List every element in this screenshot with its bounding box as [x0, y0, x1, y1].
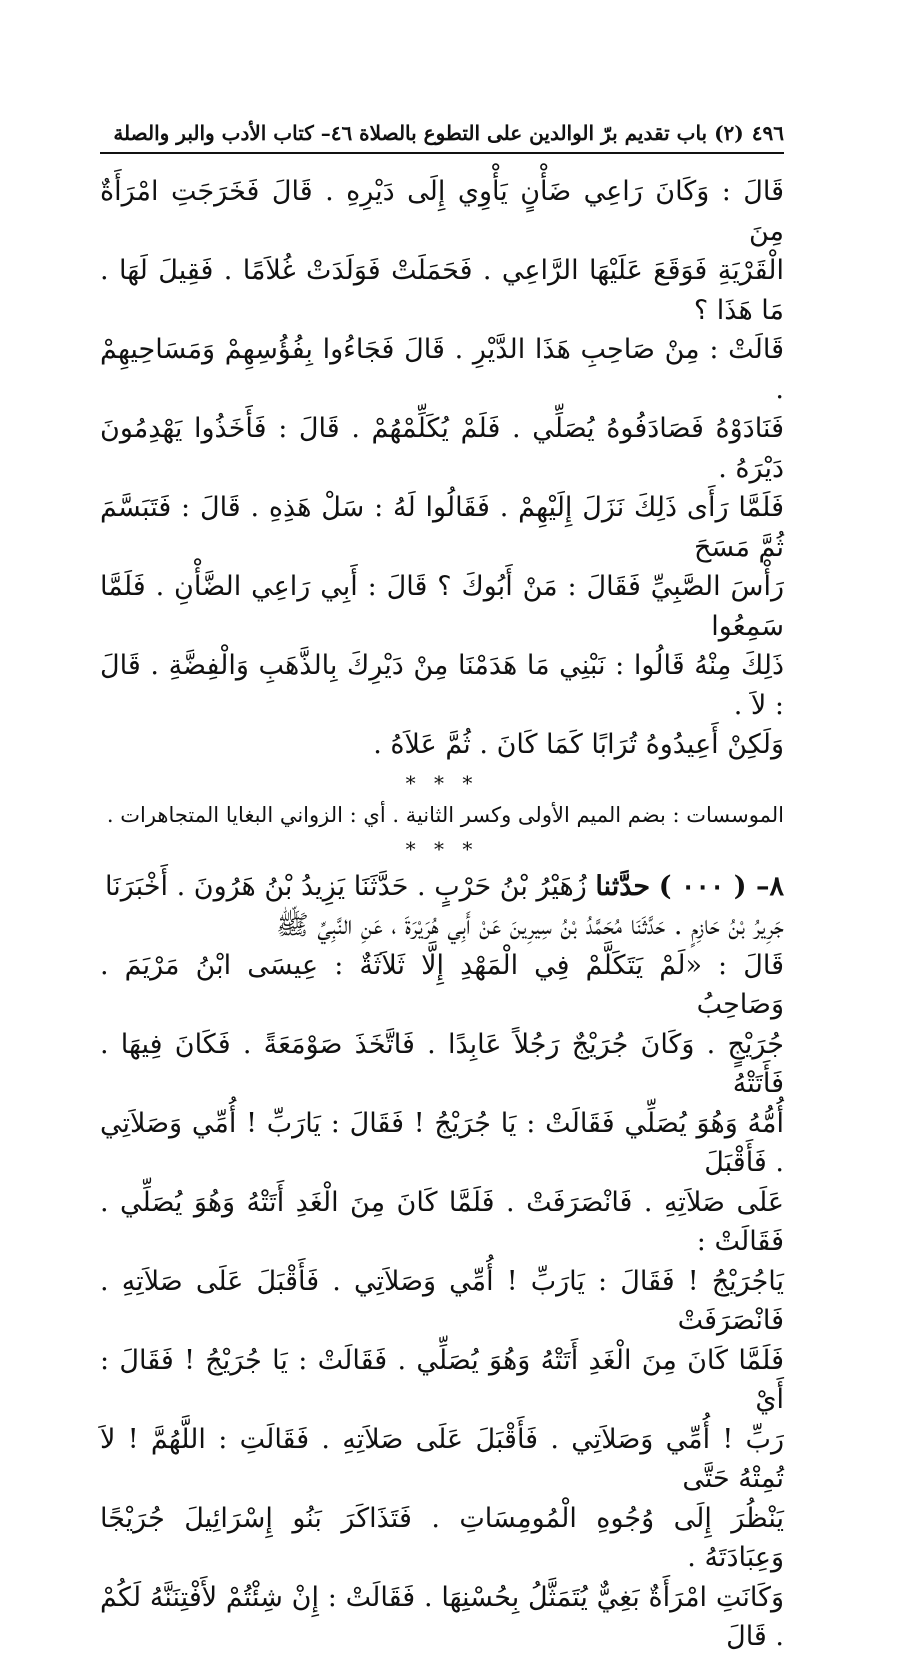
narration-chain: زُهَيْرُ بْنُ حَرْبٍ . حَدَّثَنَا يَزِيدُ بْنُ هَرُونَ . أَخْبَرَنَا — [105, 870, 587, 902]
text-line: ذَلِكَ مِنْهُ قَالُوا : نَبْنِي مَا هَدَمْنَا مِنْ دَيْرِكَ بِالذَّهَبِ وَالْفِضَّةِ . قَالَ : لاَ . — [100, 650, 784, 721]
section-separator: * * * — [405, 836, 479, 861]
hadith-number: ٨– ( ٠٠٠ ) — [658, 870, 784, 902]
text-line: أُمُّهُ وَهُوَ يُصَلِّي فَقَالَتْ : يَا جُرَيْجُ ! فَقَالَ : يَارَبِّ ! أُمِّي وَصَلاَتِي . فَأَقْبَلَ — [100, 1107, 784, 1178]
text-line: وَكَانَتِ امْرَأَةٌ بَغِيٌّ يُتَمَثَّلُ بِحُسْنِهَا . فَقَالَتْ : إِنْ شِئْتُمْ لأَفْتِنَنَّهُ لَكُمْ . قَالَ — [100, 1581, 784, 1652]
text-line: يَنْظُرَ إِلَى وُجُوهِ الْمُومِسَاتِ . فَتَذَاكَرَ بَنُو إِسْرَائِيلَ جُرَيْجًا وَعِبَادَتَهُ . — [100, 1502, 784, 1573]
chapter-title: (٢) باب تقديم برّ الوالدين على التطوع بالصلاة ٤٦– كتاب الأدب والبر والصلة — [113, 121, 744, 145]
text-line: عَلَى صَلاَتِهِ . فَانْصَرَفَتْ . فَلَمَّا كَانَ مِنَ الْغَدِ أَتَتْهُ وَهُوَ يُصَلِّي . فَقَالَتْ : — [100, 1186, 784, 1257]
text-line: فَلَمَّا كَانَ مِنَ الْغَدِ أَتَتْهُ وَهُوَ يُصَلِّي . فَقَالَتْ : يَا جُرَيْجُ ! فَقَالَ : أَيْ — [100, 1344, 784, 1415]
text-line: جُرَيْجٍ . وَكَانَ جُرَيْجٌ رَجُلاً عَابِدًا . فَاتَّخَذَ صَوْمَعَةً . فَكَانَ فِيهَا . فَأَتَتْهُ — [100, 1028, 784, 1099]
page-number-and-title — [113, 118, 784, 148]
narrative-text — [100, 172, 784, 765]
text-line: فَلَمَّا رَأَى ذَلِكَ نَزَلَ إِلَيْهِمْ . فَقَالُوا لَهُ : سَلْ هَذِهِ . قَالَ : فَتَبَسَّمَ ثُمَّ مَسَحَ — [100, 492, 784, 563]
text-line: قَالَتْ : مِنْ صَاحِبِ هَذَا الدَّيْرِ . قَالَ فَجَاءُوا بِفُؤُسِهِمْ وَمَسَاحِيهِمْ . — [100, 334, 784, 405]
text-line: يَاجُرَيْجُ ! فَقَالَ : يَارَبِّ ! أُمِّي وَصَلاَتِي . فَأَقْبَلَ عَلَى صَلاَتِهِ . فَانْصَرَفَتْ — [100, 1265, 784, 1336]
text-line: فَنَادَوْهُ فَصَادَفُوهُ يُصَلِّي . فَلَمْ يُكَلِّمْهُمْ . قَالَ : فَأَخَذُوا يَهْدِمُونَ دَيْرَهُ . — [100, 413, 784, 484]
text-line: رَأْسَ الصَّبِيِّ فَقَالَ : مَنْ أَبُوكَ ؟ قَالَ : أَبِي رَاعِي الضَّأْنِ . فَلَمَّا سَمِعُوا — [100, 571, 784, 642]
text-line: قَالَ : «لَمْ يَتَكَلَّمْ فِي الْمَهْدِ إِلَّا ثَلاَثَةٌ : عِيسَى ابْنُ مَرْيَمَ . وَصَاحِبُ — [100, 949, 784, 1020]
text-line: جَرِيرُ بْنُ حَازِمٍ . حَدَّثَنَا مُحَمَّدُ بْنُ سِيرِينَ عَنْ أَبِي هُرَيْرَةَ ، عَنِ النَّبِيِّ ﷺ — [276, 910, 784, 941]
narration-intro: حدَّثنا — [595, 870, 651, 902]
hadith-text — [100, 867, 784, 1657]
section-separator: * * * — [405, 770, 479, 795]
running-header — [100, 118, 784, 154]
footnote: الموسسات : بضم الميم الأولى وكسر الثانية . أي : الزواني البغايا المتجاهرات . — [106, 802, 784, 827]
text-line: رَبِّ ! أُمِّي وَصَلاَتِي . فَأَقْبَلَ عَلَى صَلاَتِهِ . فَقَالَتِ : اللَّهُمَّ ! لاَ تُمِتْهُ حَتَّى — [100, 1423, 784, 1494]
text-line: وَلَكِنْ أَعِيدُوهُ تُرَابًا كَمَا كَانَ . ثُمَّ عَلاَهُ . — [373, 729, 784, 760]
page-number: ٤٩٦ — [751, 121, 784, 145]
text-line: الْقَرْيَةِ فَوَقَعَ عَلَيْهَا الرَّاعِي . فَحَمَلَتْ فَوَلَدَتْ غُلاَمًا . فَقِيلَ لَهَا . مَا هَذَا ؟ — [100, 255, 784, 326]
document-page — [100, 118, 784, 1657]
text-line: قَالَ : وَكَانَ رَاعِي ضَأْنٍ يَأْوِي إِلَى دَيْرِهِ . قَالَ فَخَرَجَتِ امْرَأَةٌ مِنَ — [100, 176, 784, 247]
hadith-first-line — [100, 867, 784, 907]
